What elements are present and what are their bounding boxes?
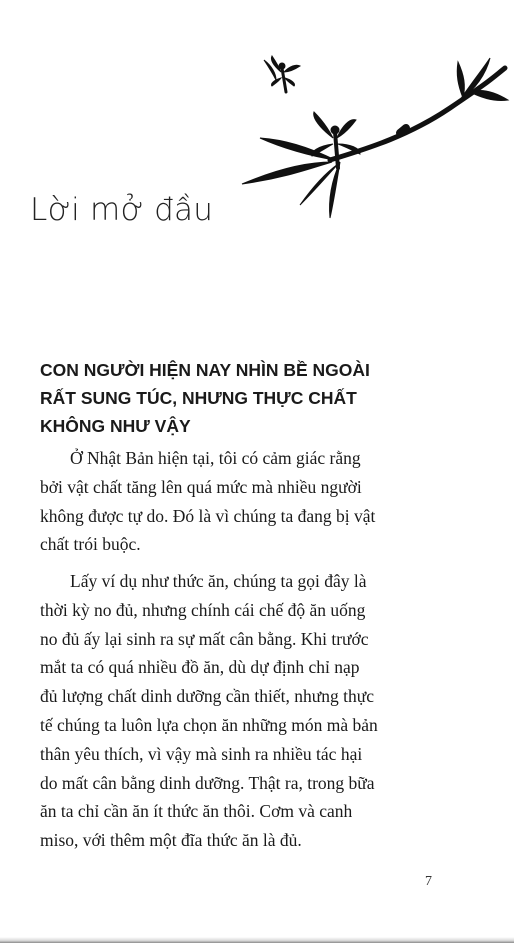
paragraph-line: bởi vật chất tăng lên quá mức mà nhiều người	[40, 476, 362, 497]
paragraph-1	[40, 444, 460, 559]
page-number: 7	[425, 874, 432, 889]
section-heading-line: CON NGƯỜI HIỆN NAY NHÌN BỀ NGOÀI	[40, 360, 370, 380]
paragraph-line: chất trói buộc.	[40, 534, 141, 555]
section-heading-line: KHÔNG NHƯ VẬY	[40, 416, 191, 436]
paragraph-line: Ở Nhật Bản hiện tại, tôi có cảm giác rằng	[70, 448, 361, 468]
section-heading	[40, 356, 460, 440]
paragraph-line: mắt ta có quá nhiều đồ ăn, dù dự định chỉ nạp	[40, 657, 360, 678]
chapter-title: Lời mở đầu	[30, 192, 214, 228]
paragraph-line: no đủ ấy lại sinh ra sự mất cân bằng. Khi trước	[40, 628, 369, 649]
paragraph-line: ăn ta chỉ cần ăn ít thức ăn thôi. Cơm và canh	[40, 801, 353, 822]
section-heading-line: RẤT SUNG TÚC, NHƯNG THỰC CHẤT	[40, 388, 357, 408]
dragonfly-bamboo-illustration	[220, 40, 510, 220]
paragraph-line: đủ lượng chất dinh dưỡng cần thiết, nhưng thực	[40, 686, 374, 707]
paragraph-line: do mất cân bằng dinh dưỡng. Thật ra, trong bữa	[40, 772, 375, 793]
paragraph-2	[40, 567, 460, 855]
paragraph-line: thân yêu thích, vì vậy mà sinh ra nhiều tác hại	[40, 743, 363, 764]
paragraph-line: tế chúng ta luôn lựa chọn ăn những món mà bản	[40, 714, 378, 735]
paragraph-line: miso, với thêm một đĩa thức ăn là đủ.	[40, 830, 302, 851]
paragraph-line: không được tự do. Đó là vì chúng ta đang bị vật	[40, 505, 376, 526]
page-edge-shadow	[0, 937, 514, 943]
paragraph-line: Lấy ví dụ như thức ăn, chúng ta gọi đây là	[70, 571, 367, 591]
paragraph-line: thời kỳ no đủ, nhưng chính cái chế độ ăn uống	[40, 599, 366, 620]
